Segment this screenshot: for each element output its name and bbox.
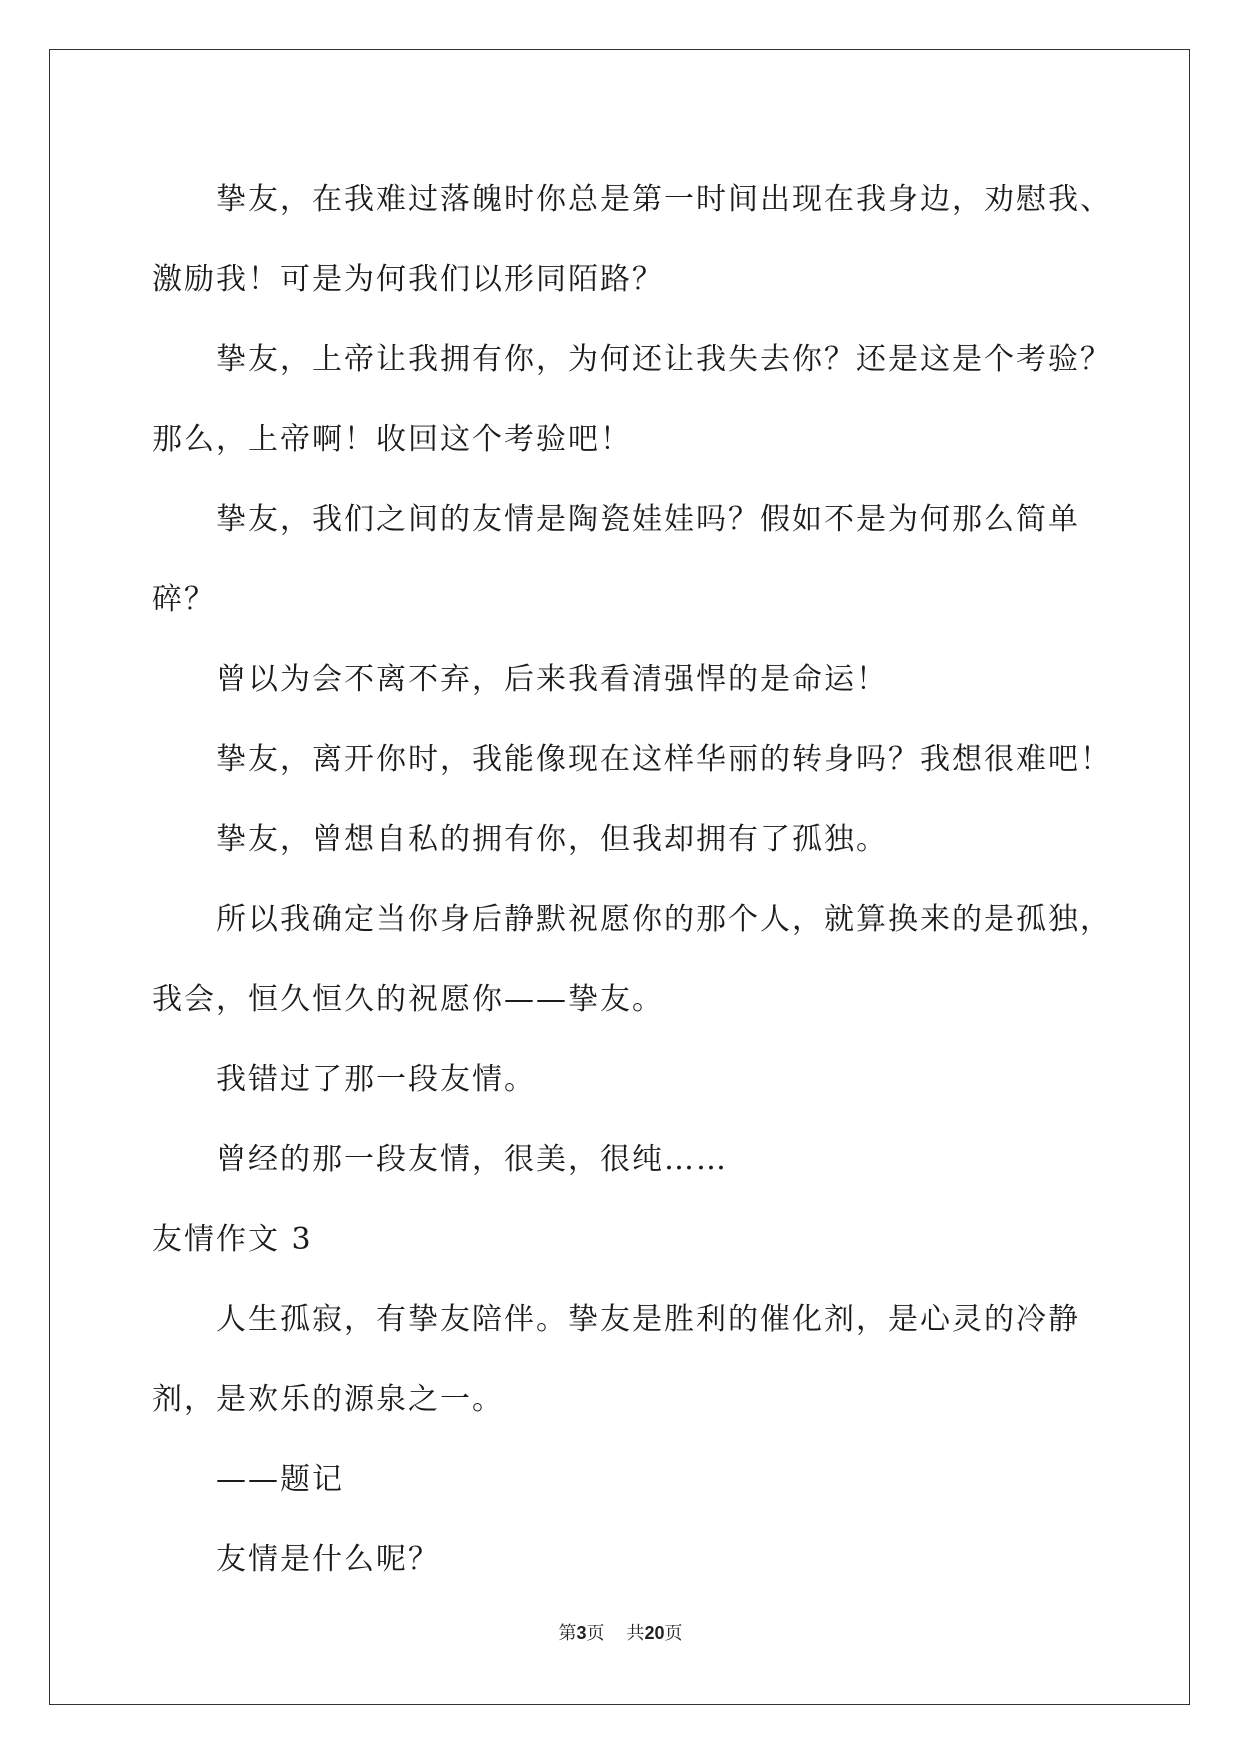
section-heading: 友情作文 3 bbox=[152, 1222, 313, 1257]
total-pages: 20 bbox=[644, 1623, 665, 1643]
paragraph: 挚友，上帝让我拥有你，为何还让我失去你？还是这是个考验？那么，上帝啊！收回这个考验吧！ bbox=[152, 342, 1112, 457]
footer-total-prefix: 共 bbox=[626, 1623, 645, 1644]
footer-page-suffix: 页 bbox=[586, 1623, 605, 1644]
page-footer bbox=[0, 1621, 1241, 1646]
paragraph: 挚友，离开你时，我能像现在这样华丽的转身吗？我想很难吧！ bbox=[216, 742, 1112, 777]
paragraph: 人生孤寂，有挚友陪伴。挚友是胜利的催化剂，是心灵的冷静剂，是欢乐的源泉之一。 bbox=[152, 1302, 1080, 1417]
paragraph: 曾以为会不离不弃，后来我看清强悍的是命运！ bbox=[216, 662, 888, 697]
footer-prefix: 第 bbox=[558, 1623, 577, 1644]
paragraph: 曾经的那一段友情，很美，很纯…… bbox=[216, 1142, 728, 1177]
paragraph: 挚友，曾想自私的拥有你，但我却拥有了孤独。 bbox=[216, 822, 888, 857]
epigraph-attribution: ——题记 bbox=[216, 1462, 344, 1497]
paragraph: 我错过了那一段友情。 bbox=[216, 1062, 536, 1097]
footer-total-suffix: 页 bbox=[664, 1623, 683, 1644]
paragraph: 友情是什么呢？ bbox=[216, 1542, 440, 1577]
paragraph: 挚友，在我难过落魄时你总是第一时间出现在我身边，劝慰我、激励我！可是为何我们以形同陌路？ bbox=[152, 182, 1112, 297]
document-body bbox=[152, 160, 1132, 1600]
paragraph: 所以我确定当你身后静默祝愿你的那个人，就算换来的是孤独，我会，恒久恒久的祝愿你——挚友。 bbox=[152, 902, 1112, 1017]
paragraph: 挚友，我们之间的友情是陶瓷娃娃吗？假如不是为何那么简单碎？ bbox=[152, 502, 1080, 617]
page-number: 3 bbox=[576, 1623, 587, 1643]
